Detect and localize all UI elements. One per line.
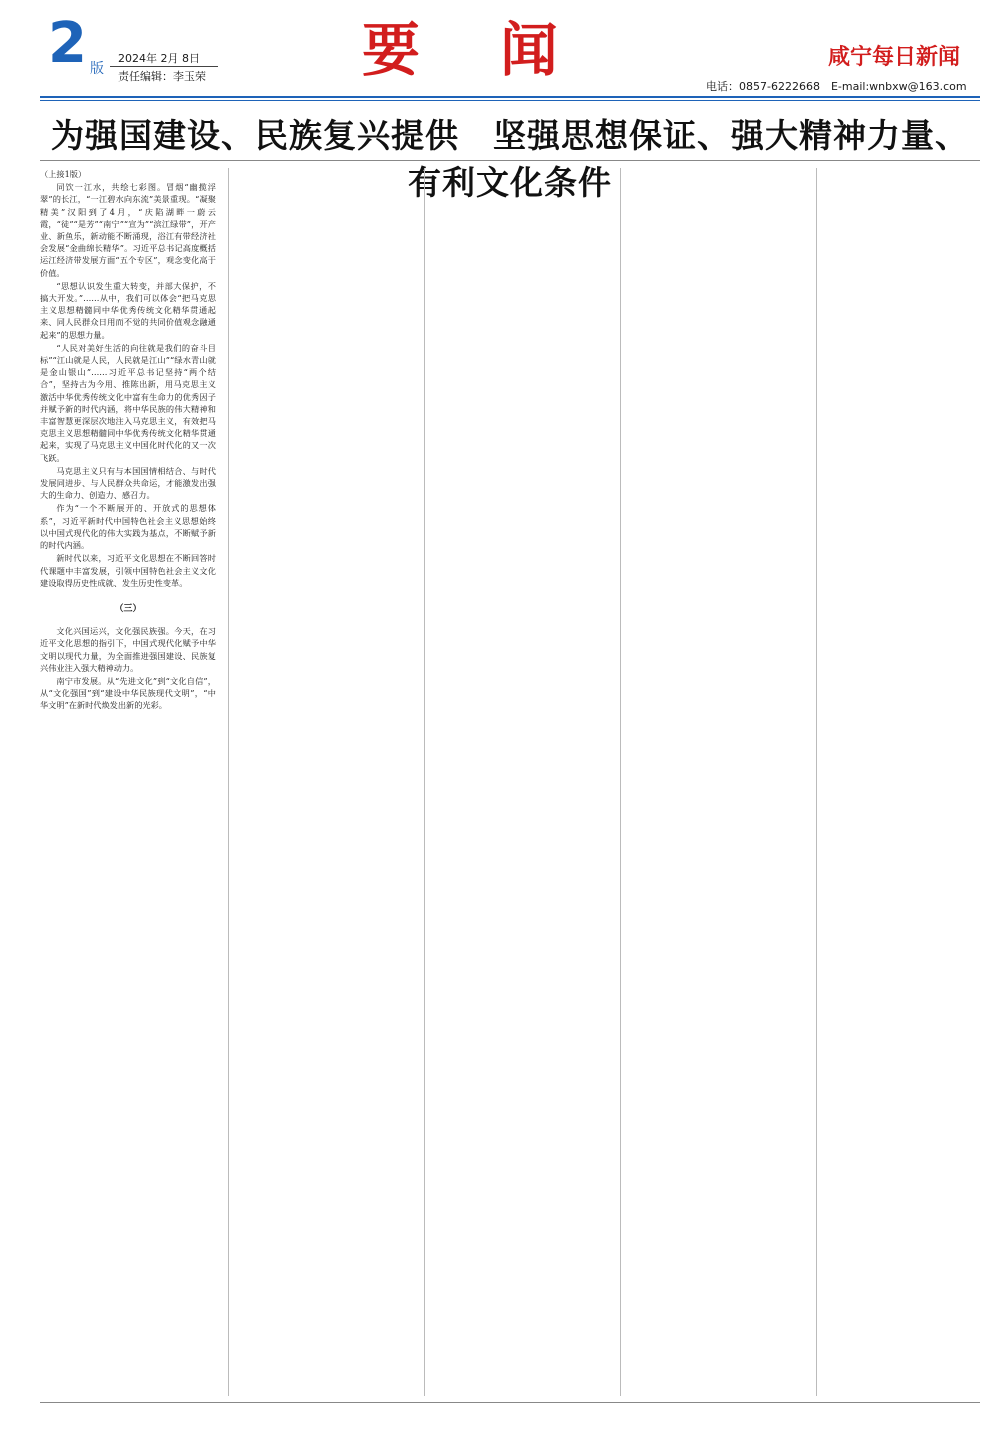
column-3 [432, 168, 608, 1396]
column-5 [824, 168, 1000, 1396]
editor: 责任编辑：李玉荣 [118, 70, 206, 83]
masthead-rule [40, 96, 980, 98]
issue-date: 2024年 2月 8日 [118, 52, 200, 65]
column-2 [236, 168, 412, 1396]
bottom-rule [40, 1402, 980, 1403]
column-divider [228, 168, 229, 1396]
section-title: 要闻 [361, 16, 638, 84]
paragraph: 新时代以来，习近平文化思想在不断回答时代课题中丰富发展，引领中国特色社会主义文化建设取得历史性成就、发生历史性变革。 [40, 553, 216, 588]
page-number: 2 [48, 11, 87, 76]
masthead [0, 0, 1000, 98]
headline: 为强国建设、民族复兴提供 坚强思想保证、强大精神力量、有利文化条件 [51, 116, 969, 202]
continuation-note: （上接1版） [40, 169, 87, 179]
paper-name: 咸宁每日新闻 [828, 44, 961, 70]
column-divider [816, 168, 817, 1396]
column-divider [424, 168, 425, 1396]
paragraph: 作为“一个不断展开的、开放式的思想体系”，习近平新时代中国特色社会主义思想始终以中国式现代化的伟大实践为基点，不断赋予新的时代内涵。 [40, 503, 216, 551]
column-4 [628, 168, 804, 1396]
paragraph: 南宁市发展。从“先进文化”到“文化自信”，从“文化强国”到“建设中华民族现代文明”，“中华文明”在新时代焕发出新的光彩。 [40, 675, 216, 711]
headline-rule [40, 160, 980, 161]
column-divider [620, 168, 621, 1396]
page-unit: 版 [90, 61, 104, 77]
article-columns [40, 168, 980, 1396]
column-1 [40, 168, 216, 1396]
masthead-rule-thin [40, 100, 980, 101]
contact-info: 电话：0857-6222668 E-mail:wnbxw@163.com [706, 80, 967, 93]
paragraph: 同饮一江水，共绘七彩图。冒烟“幽揽浮翠”的长江，“一江碧水向东流”美景重现。“凝聚精美”汉阳到了4月，“庆陷湖畔一蔚云霞，“徒”“是芳”“南宁”“宣为”“滨江绿带”，开产业、新鱼乐，新动能不断涌现，浴江有带经济社会发展“金曲绵长精华”。习近平总书记高度概括运江经济带发展方面“五个专区”，观念变化高于价值。 [40, 182, 216, 278]
section-number: （三） [114, 603, 142, 614]
date-divider [110, 66, 218, 67]
paragraph: “人民对美好生活的向往就是我们的奋斗目标”“江山就是人民，人民就是江山”“绿水青山就是金山银山”……习近平总书记坚持“两个结合”，坚持古为今用、推陈出新，用马克思主义激活中华优秀传统文化中富有生命力的优秀因子并赋予新的时代内涵，将中华民族的伟大精神和丰富智慧更深层次地注入马克思主义，有效把马克思主义思想精髓同中华优秀传统文化精华贯通起来，实现了马克思主义中国化时代化的又一次飞跃。 [40, 342, 216, 463]
paragraph: 马克思主义只有与本国国情相结合、与时代发展同进步、与人民群众共命运，才能激发出强大的生命力、创造力、感召力。 [40, 465, 216, 501]
paragraph: 文化兴国运兴，文化强民族强。今天，在习近平文化思想的指引下，中国式现代化赋予中华文明以现代力量，为全面推进强国建设、民族复兴伟业注入强大精神动力。 [40, 626, 216, 673]
paragraph: “思想认识发生重大转变，并部大保护，不搞大开发。”……从中，我们可以体会“把马克思主义思想精髓同中华优秀传统文化精华贯通起来、同人民群众日用而不觉的共同价值观念融通起来”的思想力量。 [40, 280, 216, 340]
